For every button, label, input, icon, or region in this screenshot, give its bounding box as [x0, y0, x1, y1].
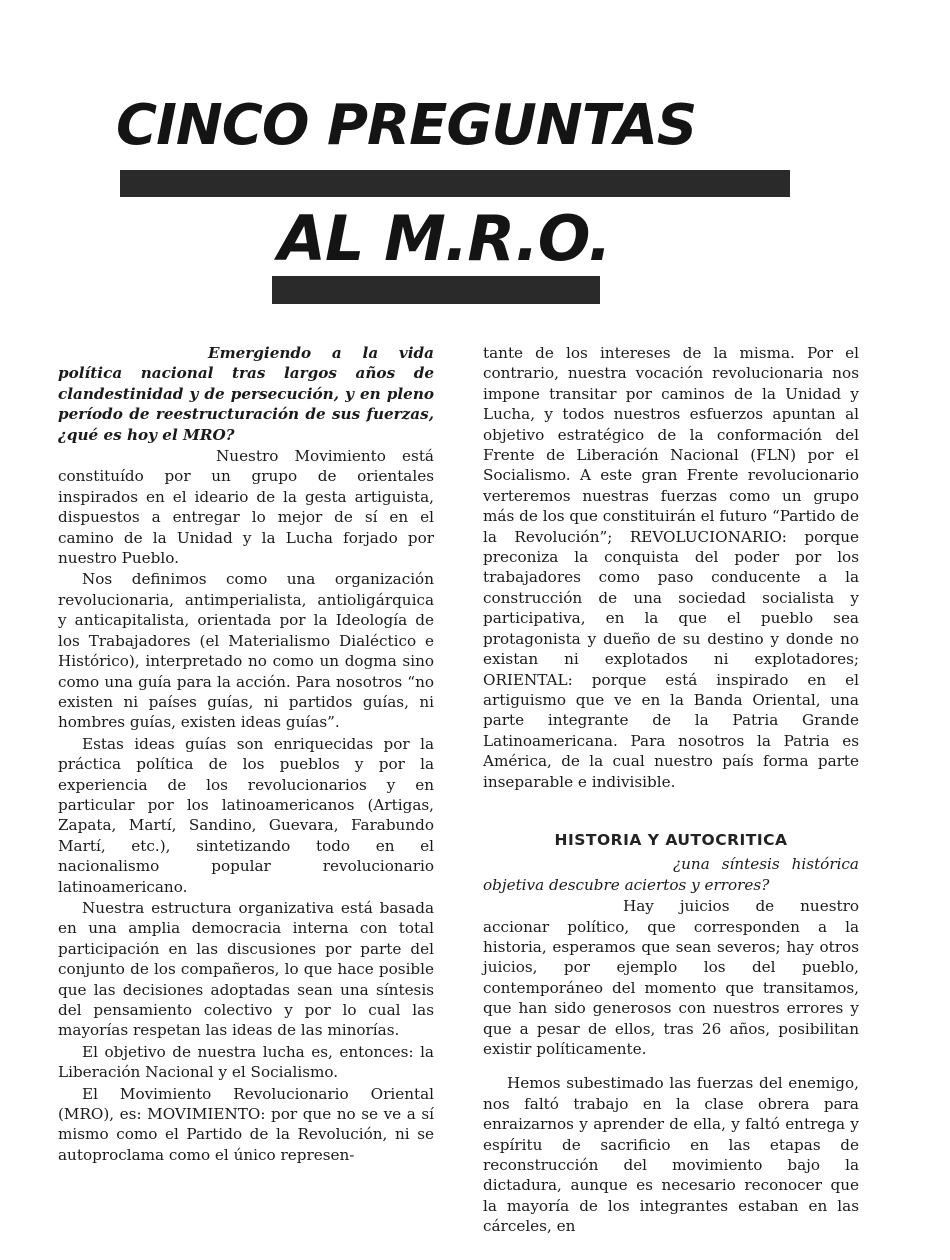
lead-question: Emergiendo a la vida política nacional tras largos años de clandestinidad y de persecución, y en pleno período de reestructuración de sus fuerzas, ¿qué es hoy el MRO?	[58, 344, 434, 444]
right-column	[483, 343, 859, 1237]
page-title: CINCO PREGUNTAS	[116, 93, 697, 158]
paragraph: Hemos subestimado las fuerzas del enemigo, nos faltó trabajo en la clase obrera para enraizarnos y aprender de ella, y faltó entrega y espíritu de sacrificio en las etapas de reconstrucción del movimiento bajo la dictadura, aunque es necesario reconocer que la mayoría de los integrantes estaban en las cárceles, en	[483, 1074, 859, 1236]
section-question: ¿una síntesis histórica objetiva descubre aciertos y errores?	[483, 855, 859, 894]
left-column	[58, 343, 434, 1165]
section-heading: HISTORIA Y AUTOCRITICA	[554, 830, 788, 849]
paragraph: Nuestra estructura organizativa está basada en una amplia democracia interna con total participación en las discusiones por parte del conjunto de los compañeros, lo que hace posible que las decisiones adoptadas sean una síntesis del pensamiento colectivo y por lo cual las mayorías respetan las ideas de las minorías.	[58, 898, 434, 1040]
paragraph: El Movimiento Revolucionario Oriental (MRO), es: MOVIMIENTO: por que no se ve a sí mismo como el Partido de la Revolución, ni se autoproclama como el único represen-	[58, 1084, 434, 1164]
title-rule	[120, 170, 790, 197]
page-subtitle: AL M.R.O.	[278, 202, 611, 275]
paragraph: Estas ideas guías son enriquecidas por la práctica política de los pueblos y por la experiencia de los revolucionarios y en particular por los latinoamericanos (Artigas, Zapata, Martí, Sandino, Guevara, Farabundo Martí, etc.), sintetizando todo en el nacionalismo popular revolucionario latinoamericano.	[58, 734, 434, 896]
paragraph: Nuestro Movimiento está constituído por un grupo de orientales inspirados en el ideario de la gesta artiguista, dispuestos a entregar lo mejor de sí en el camino de la Unidad y la Lucha forjado por nuestro Pueblo.	[58, 447, 434, 568]
paragraph: Nos definimos como una organización revolucionaria, antimperialista, antioligárquica y anticapitalista, orientada por la Ideología de los Trabajadores (el Materialismo Dialéctico e Histórico), interpretado no como un dogma sino como una guía para la acción. Para nosotros “no existen ni países guías, ni partidos guías, ni hombres guías, existen ideas guías”.	[58, 570, 434, 732]
paragraph: Hay juicios de nuestro accionar político, que corresponden a la historia, esperamos que sean severos; hay otros juicios, por ejemplo los del pueblo, contemporáneo del momento que transitamos, que han sido generosos con nuestros errores y que a pesar de ellos, tras 26 años, posibilitan existir políticamente.	[483, 897, 859, 1058]
paragraph: tante de los intereses de la misma. Por el contrario, nuestra vocación revolucionaria nos impone transitar por caminos de la Unidad y Lucha, y todos nuestros esfuerzos apuntan al objetivo estratégico de la conformación del Frente de Liberación Nacional (FLN) por el Socialismo. A este gran Frente revolucionario verteremos nuestras fuerzas como un grupo más de los que constituirán el futuro “Partido de la Revolución”; REVOLUCIONARIO: porque preconiza la conquista del poder por los trabajadores como paso conducente a la construcción de una sociedad socialista y participativa, en la que el pueblo sea protagonista y dueño de su destino y donde no existan ni explotados ni explotadores; ORIENTAL: porque está inspirado en el artiguismo que ve en la Banda Oriental, una parte integrante de la Patria Grande Latinoamericana. Para nosotros la Patria es América, de la cual nuestro país forma parte inseparable e indivisible.	[483, 344, 859, 791]
paragraph: El objetivo de nuestra lucha es, entonces: la Liberación Nacional y el Socialismo.	[58, 1042, 434, 1082]
subtitle-rule	[272, 276, 600, 304]
